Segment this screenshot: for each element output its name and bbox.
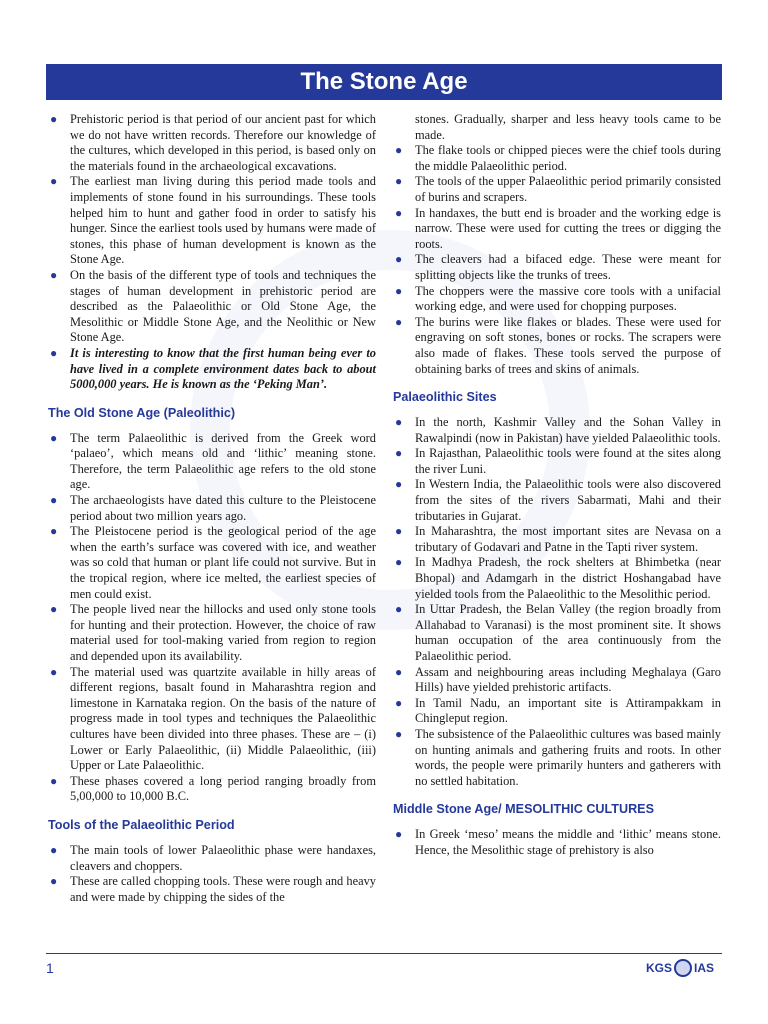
bullet-text: The burins were like flakes or blades. These were used for engraving on soft stones, bones or rocks. The scrapers were also made of flakes. These tools served the purpose of obtaining barks of trees and skins of animals.: [415, 314, 721, 376]
bullet-item: [391, 284, 721, 315]
bullet-text: In Maharashtra, the most important sites are Nevasa on a tributary of Godavari and Patne in the Tapti river system.: [415, 524, 721, 554]
bullet-icon: ●: [395, 664, 403, 679]
bullet-text: The cleavers had a bifaced edge. These were meant for splitting objects like the trunks of trees.: [415, 252, 721, 282]
bullet-item: [391, 602, 721, 664]
bullet-icon: ●: [395, 314, 403, 329]
bullet-text: In handaxes, the butt end is broader and the working edge is narrow. These were used for cutting the trees or digging the roots.: [415, 205, 721, 251]
bullet-icon: ●: [50, 602, 58, 617]
bullet-item: [391, 415, 721, 446]
bullet-icon: ●: [395, 695, 403, 710]
logo-text-left: KGS: [646, 961, 673, 975]
bullet-text: The subsistence of the Palaeolithic cultures was based mainly on hunting animals and gathering fruits and roots. In other words, the people were primarily hunters and gatherers with no settled habitation.: [415, 726, 721, 788]
bullet-icon: ●: [395, 827, 403, 842]
bullet-icon: ●: [50, 773, 58, 788]
bullet-item: [46, 493, 376, 524]
bullet-icon: ●: [50, 874, 58, 889]
seal-icon: [674, 959, 692, 977]
bullet-text: In the north, Kashmir Valley and the Sohan Valley in Rawalpindi (now in Pakistan) have yielded Palaeolithic tools.: [415, 415, 721, 445]
bullet-text: The people lived near the hillocks and used only stone tools for hunting and their protection. However, the choice of raw material used for tool-making varied from region to region and depended upon its availability.: [70, 602, 376, 663]
bullet-icon: ●: [50, 493, 58, 508]
bullet-text: In Rajasthan, Palaeolithic tools were found at the sites along the river Luni.: [415, 446, 721, 476]
bullet-item: [46, 665, 376, 774]
bullet-icon: ●: [395, 252, 403, 267]
section-heading: Tools of the Palaeolithic Period: [48, 817, 235, 832]
bullet-item: [46, 174, 376, 268]
section-heading: Palaeolithic Sites: [393, 390, 497, 405]
bullet-icon: ●: [50, 430, 58, 445]
bullet-item: [391, 252, 721, 283]
bullet-icon: ●: [50, 174, 58, 189]
bullet-text: The term Palaeolithic is derived from the Greek word ‘palaeo’, which means old and ‘lithic’ meaning stone. Therefore, the term Palaeolithic age refers to the old stone age.: [70, 430, 376, 492]
bullet-icon: ●: [395, 174, 403, 189]
bullet-item: [391, 727, 721, 789]
bullet-item: [46, 874, 376, 905]
section-heading: Middle Stone Age/ MESOLITHIC CULTURES: [393, 802, 654, 817]
bullet-text: In Madhya Pradesh, the rock shelters at Bhimbetka (near Bhopal) and Adamgarh in the district Hoshangabad have yielded tools from the Palaeolithic to the Mesolithic period.: [415, 555, 721, 601]
bullet-text: The Pleistocene period is the geological period of the age when the earth’s surface was covered with ice, and weather was so cold that human or plant life could not survive. But in the tropical region, where ice melted, the earliest species of men could exist.: [70, 524, 376, 601]
left-content-list: [46, 112, 376, 905]
bullet-icon: ●: [50, 664, 58, 679]
bullet-icon: ●: [50, 345, 58, 360]
bullet-text: In Western India, the Palaeolithic tools were also discovered from the sites of the rivers Sabarmati, Mahi and their tributaries in Gujarat.: [415, 477, 721, 523]
bullet-icon: ●: [395, 477, 403, 492]
bullet-icon: ●: [395, 415, 403, 430]
bullet-icon: ●: [395, 283, 403, 298]
bullet-text: The tools of the upper Palaeolithic period primarily consisted of burins and scrapers.: [415, 174, 721, 204]
bullet-icon: ●: [395, 726, 403, 741]
bullet-item: [391, 143, 721, 174]
right-column: [391, 112, 721, 859]
bullet-icon: ●: [50, 112, 58, 126]
bullet-text: On the basis of the different type of tools and techniques the stages of human development in prehistoric period are described as the Palaeolithic or Old Stone Age, the Mesolithic or Middle Stone Age, and the Neolithic or New Stone Age.: [70, 267, 376, 345]
bullet-text: Assam and neighbouring areas including Meghalaya (Garo Hills) have yielded prehistoric artifacts.: [415, 664, 721, 695]
bullet-item: [391, 827, 721, 858]
bullet-item: [391, 315, 721, 377]
bullet-item: [46, 268, 376, 346]
bullet-item: [46, 774, 376, 805]
page-title: The Stone Age: [46, 64, 722, 100]
bullet-item: [46, 431, 376, 493]
bullet-icon: ●: [395, 143, 403, 158]
bullet-item: [391, 446, 721, 477]
bullet-text: These phases covered a long period ranging broadly from 5,00,000 to 10,000 B.C.: [70, 773, 376, 804]
bullet-item: [391, 477, 721, 524]
page-number: 1: [46, 960, 54, 976]
bullet-icon: ●: [395, 524, 403, 539]
bullet-icon: ●: [395, 205, 403, 220]
bullet-text: stones. Gradually, sharper and less heavy tools came to be made.: [415, 112, 721, 142]
bullet-text: In Greek ‘meso’ means the middle and ‘lithic’ means stone. Hence, the Mesolithic stage of prehistory is also: [415, 827, 721, 857]
bullet-text: The choppers were the massive core tools with a unifacial working edge, and were used for chopping purposes.: [415, 283, 721, 314]
left-column: [46, 112, 376, 905]
bullet-text: The archaeologists have dated this culture to the Pleistocene period about two million years ago.: [70, 493, 376, 523]
bullet-icon: ●: [395, 446, 403, 461]
kgs-ias-logo: [646, 958, 722, 978]
bullet-item: [391, 665, 721, 696]
bullet-text: These are called chopping tools. These were rough and heavy and were made by chipping the sides of the: [70, 874, 376, 904]
bullet-icon: ●: [395, 555, 403, 570]
section-heading: The Old Stone Age (Paleolithic): [48, 405, 236, 420]
footer-divider: [46, 953, 722, 954]
bullet-text: In Uttar Pradesh, the Belan Valley (the region broadly from Allahabad to Varanasi) is the most prominent site. It shows human occupation of the area continuously from the Palaeolithic period.: [415, 602, 721, 663]
bullet-text: The material used was quartzite available in hilly areas of different regions, basalt found in Maharashtra region and limestone in Karnataka region. On the basis of the nature of progress made in tool types and techniques the Palaeolithic cultures have been divided into three phases. These are – (i) Lower or Early Palaeolithic, (ii) Middle Palaeolithic, (iii) Upper or Late Palaeolithic.: [70, 664, 376, 773]
right-content-list: [391, 112, 721, 859]
bullet-item: [391, 555, 721, 602]
bullet-icon: ●: [395, 602, 403, 617]
bullet-icon: ●: [50, 267, 58, 282]
bullet-item: [46, 524, 376, 602]
logo-text-right: IAS: [694, 961, 715, 975]
bullet-text: The main tools of lower Palaeolithic phase were handaxes, cleavers and choppers.: [70, 842, 376, 873]
bullet-item: [391, 206, 721, 253]
bullet-item: [46, 112, 376, 174]
bullet-text: Prehistoric period is that period of our ancient past for which we do not have written records. Therefore our knowledge of the cultures, which developed in this period, is based only on the materials found in the archaeological excavations.: [70, 112, 376, 173]
bullet-icon: ●: [50, 524, 58, 539]
bullet-text: It is interesting to know that the first human being ever to have lived in a complete environment dates back to about 5000,000 years. He is known as the ‘Peking Man’.: [70, 345, 376, 392]
bullet-item: [46, 602, 376, 664]
bullet-item: [391, 112, 721, 143]
bullet-icon: ●: [50, 842, 58, 857]
bullet-item: [391, 696, 721, 727]
bullet-text: The earliest man living during this period made tools and implements of stone found in his surroundings. These tools helped him to hunt and gather food in order to satisfy his hunger. Since the earliest tools used by humans were made of stones, this phase of human development is known as the Stone Age.: [70, 174, 376, 267]
bullet-item: [391, 174, 721, 205]
bullet-text: In Tamil Nadu, an important site is Attirampakkam in Chingleput region.: [415, 695, 721, 726]
bullet-item: [391, 524, 721, 555]
bullet-text: The flake tools or chipped pieces were the chief tools during the middle Palaeolithic period.: [415, 143, 721, 173]
emphasis-note: [46, 346, 376, 393]
bullet-item: [46, 843, 376, 874]
